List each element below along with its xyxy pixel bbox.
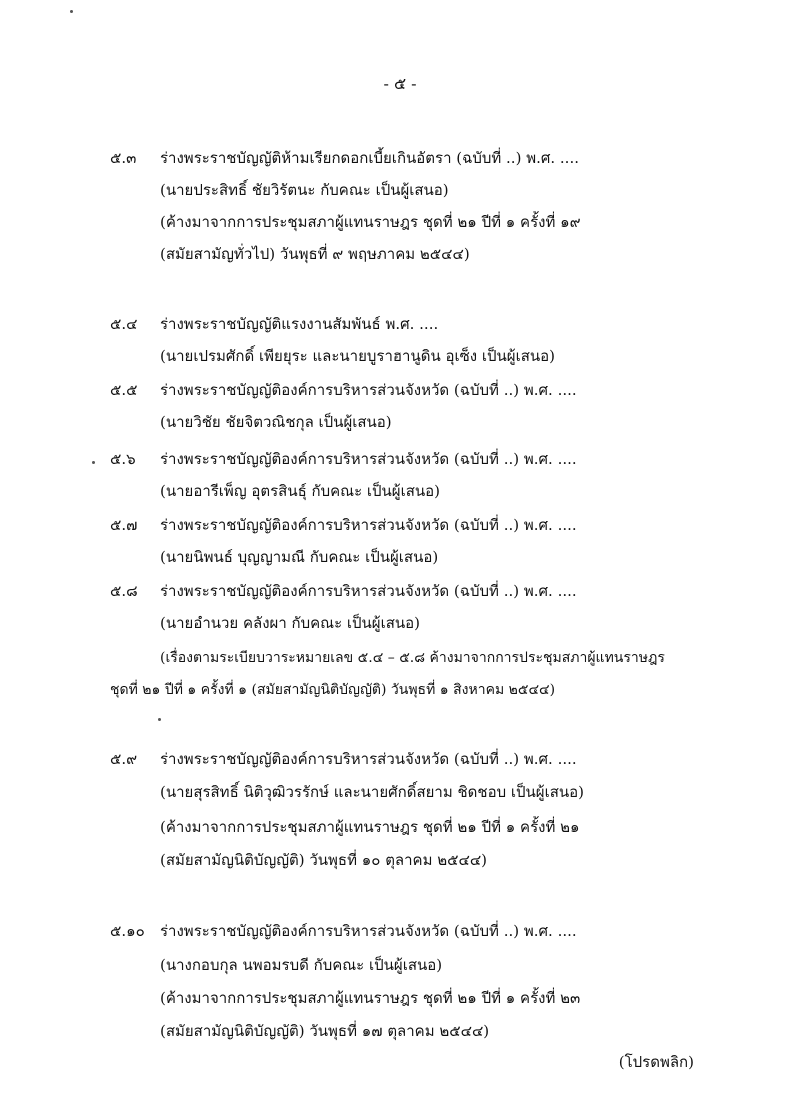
item-detail: (นายนิพนธ์ บุญญามณี กับคณะ เป็นผู้เสนอ)	[160, 548, 439, 566]
item-detail: (นายอารีเพ็ญ อุตรสินธุ์ กับคณะ เป็นผู้เสนอ)	[160, 482, 440, 500]
item-detail: (ค้างมาจากการประชุมสภาผู้แทนราษฎร ชุดที่ ๒๑ ปีที่ ๑ ครั้งที่ ๑๙	[160, 213, 581, 231]
item-title: ร่างพระราชบัญญัติห้ามเรียกดอกเบี้ยเกินอัตรา (ฉบับที่ ..) พ.ศ. ....	[160, 149, 579, 167]
scan-speck	[158, 718, 161, 721]
item-title: ร่างพระราชบัญญัติองค์การบริหารส่วนจังหวัด (ฉบับที่ ..) พ.ศ. ....	[160, 516, 577, 534]
item-number: ๕.๙	[110, 750, 138, 768]
item-title: ร่างพระราชบัญญัติองค์การบริหารส่วนจังหวัด (ฉบับที่ ..) พ.ศ. ....	[160, 381, 577, 399]
item-detail: (นายสุรสิทธิ์ นิติวุฒิวรรักษ์ และนายศักดิ์สยาม ชิดชอบ เป็นผู้เสนอ)	[160, 783, 584, 801]
item-detail: (ค้างมาจากการประชุมสภาผู้แทนราษฎร ชุดที่ ๒๑ ปีที่ ๑ ครั้งที่ ๒๑	[160, 818, 580, 836]
item-number: ๕.๖	[110, 450, 136, 468]
item-number: ๕.๓	[110, 149, 137, 167]
item-title: ร่างพระราชบัญญัติองค์การบริหารส่วนจังหวัด (ฉบับที่ ..) พ.ศ. ....	[160, 922, 577, 940]
item-detail: (นายวิชัย ชัยจิตวณิชกุล เป็นผู้เสนอ)	[160, 413, 392, 431]
item-detail: (ค้างมาจากการประชุมสภาผู้แทนราษฎร ชุดที่ ๒๑ ปีที่ ๑ ครั้งที่ ๒๓	[160, 989, 581, 1007]
item-title: ร่างพระราชบัญญัติองค์การบริหารส่วนจังหวัด (ฉบับที่ ..) พ.ศ. ....	[160, 582, 577, 600]
item-title: ร่างพระราชบัญญัติแรงงานสัมพันธ์ พ.ศ. ....	[160, 315, 439, 333]
item-detail: (สมัยสามัญทั่วไป) วันพุธที่ ๙ พฤษภาคม ๒๕๔๔)	[160, 245, 470, 263]
item-detail-continued: ชุดที่ ๒๑ ปีที่ ๑ ครั้งที่ ๑ (สมัยสามัญนิติบัญญัติ) วันพุธที่ ๑ สิงหาคม ๒๕๔๔)	[110, 682, 556, 698]
page-number: - ๕ -	[383, 74, 417, 93]
item-title: ร่างพระราชบัญญัติองค์การบริหารส่วนจังหวัด (ฉบับที่ ..) พ.ศ. ....	[160, 450, 577, 468]
item-number: ๕.๔	[110, 315, 138, 333]
item-number: ๕.๗	[110, 516, 138, 534]
item-title: ร่างพระราชบัญญัติองค์การบริหารส่วนจังหวัด (ฉบับที่ ..) พ.ศ. ....	[160, 750, 577, 768]
item-detail: (สมัยสามัญนิติบัญญัติ) วันพุธที่ ๑๗ ตุลาคม ๒๕๔๔)	[160, 1022, 490, 1040]
item-detail: (เรื่องตามระเบียบวาระหมายเลข ๕.๔ – ๕.๘ ค้างมาจากการประชุมสภาผู้แทนราษฎร	[160, 650, 665, 666]
item-detail: (นางกอบกุล นพอมรบดี กับคณะ เป็นผู้เสนอ)	[160, 956, 443, 974]
item-number: ๕.๕	[110, 381, 138, 399]
item-number: ๕.๘	[110, 582, 138, 600]
item-detail: (นายประสิทธิ์ ชัยวิรัตนะ กับคณะ เป็นผู้เสนอ)	[160, 181, 449, 199]
item-detail: (นายเปรมศักดิ์ เพียยุระ และนายบูราฮานูดิน อุเซ็ง เป็นผู้เสนอ)	[160, 347, 555, 365]
scan-speck	[92, 461, 95, 464]
item-detail: (นายอำนวย คลังผา กับคณะ เป็นผู้เสนอ)	[160, 614, 420, 632]
item-number: ๕.๑๐	[110, 922, 145, 940]
turn-over-note: (โปรดพลิก)	[618, 1053, 694, 1071]
scan-speck	[70, 10, 73, 13]
item-detail: (สมัยสามัญนิติบัญญัติ) วันพุธที่ ๑๐ ตุลาคม ๒๕๔๔)	[160, 851, 488, 869]
